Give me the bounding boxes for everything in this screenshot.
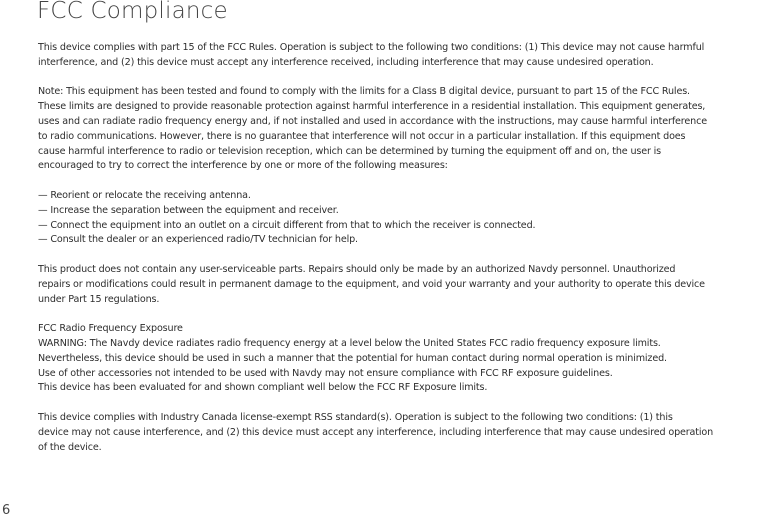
repairs-line-3: under Part 15 regulations.: [38, 293, 160, 305]
part15-line-2: interference, and (2) this device must accept any interference received, including interference that may cause undesired operation.: [38, 56, 654, 68]
paragraph-gap: [38, 71, 780, 86]
repairs-line-1: This product does not contain any user-serviceable parts. Repairs should only be made by an authorized Navdy personnel. Unauthorized: [38, 263, 676, 275]
rf-exposure-line-1: WARNING: The Navdy device radiates radio frequency energy at a level below the United States FCC radio frequency exposure limits.: [38, 337, 661, 349]
note-line-3: uses and can radiate radio frequency energy and, if not installed and used in accordance with the instructions, may cause harmful interference: [38, 115, 707, 127]
note-line-5: cause harmful interference to radio or television reception, which can be determined by turning the equipment off and on, the user is: [38, 145, 662, 157]
paragraph-gap: [38, 174, 780, 189]
measure-item: — Increase the separation between the equipment and receiver.: [38, 204, 339, 216]
repairs-line-2: repairs or modifications could result in permanent damage to the equipment, and void your warranty and your authority to operate this device: [38, 278, 705, 290]
paragraph-gap: [38, 396, 780, 411]
page-title: FCC Compliance: [37, 0, 228, 24]
industry-canada-line-3: of the device.: [38, 441, 102, 453]
note-line-4: to radio communications. However, there is no guarantee that interference will not occur in a particular installation. If this equipment does: [38, 130, 686, 142]
measure-item: — Reorient or relocate the receiving antenna.: [38, 189, 251, 201]
rf-exposure-line-3: Use of other accessories not intended to be used with Navdy may not ensure compliance with FCC RF exposure guidelines.: [38, 367, 613, 379]
industry-canada-line-2: device may not cause interference, and (2) this device must accept any interference, including interference that may cause undesired operation: [38, 426, 714, 438]
rf-exposure-line-2: Nevertheless, this device should be used in such a manner that the potential for human contact during normal operation is minimized.: [38, 352, 667, 364]
note-line-6: encouraged to try to correct the interference by one or more of the following measures:: [38, 160, 448, 172]
measure-item: — Connect the equipment into an outlet on a circuit different from that to which the receiver is connected.: [38, 219, 536, 231]
rf-exposure-heading: FCC Radio Frequency Exposure: [38, 323, 183, 335]
industry-canada-line-1: This device complies with Industry Canada license-exempt RSS standard(s). Operation is subject to the following two conditions: (1) this: [38, 411, 673, 423]
paragraph-gap: [38, 248, 780, 263]
part15-line-1: This device complies with part 15 of the FCC Rules. Operation is subject to the following two conditions: (1) This device may not cause harmful: [38, 42, 705, 53]
document-body: [38, 41, 780, 455]
note-line-1: Note: This equipment has been tested and found to comply with the limits for a Class B digital device, pursuant to part 15 of the FCC Rules.: [38, 86, 690, 98]
note-line-2: These limits are designed to provide reasonable protection against harmful interference in a residential installation. This equipment generates,: [38, 101, 706, 113]
measure-item: — Consult the dealer or an experienced radio/TV technician for help.: [38, 234, 358, 246]
rf-exposure-line-4: This device has been evaluated for and shown compliant well below the FCC RF Exposure limits.: [38, 382, 488, 394]
page-number: 6: [2, 503, 11, 518]
paragraph-gap: [38, 307, 780, 322]
